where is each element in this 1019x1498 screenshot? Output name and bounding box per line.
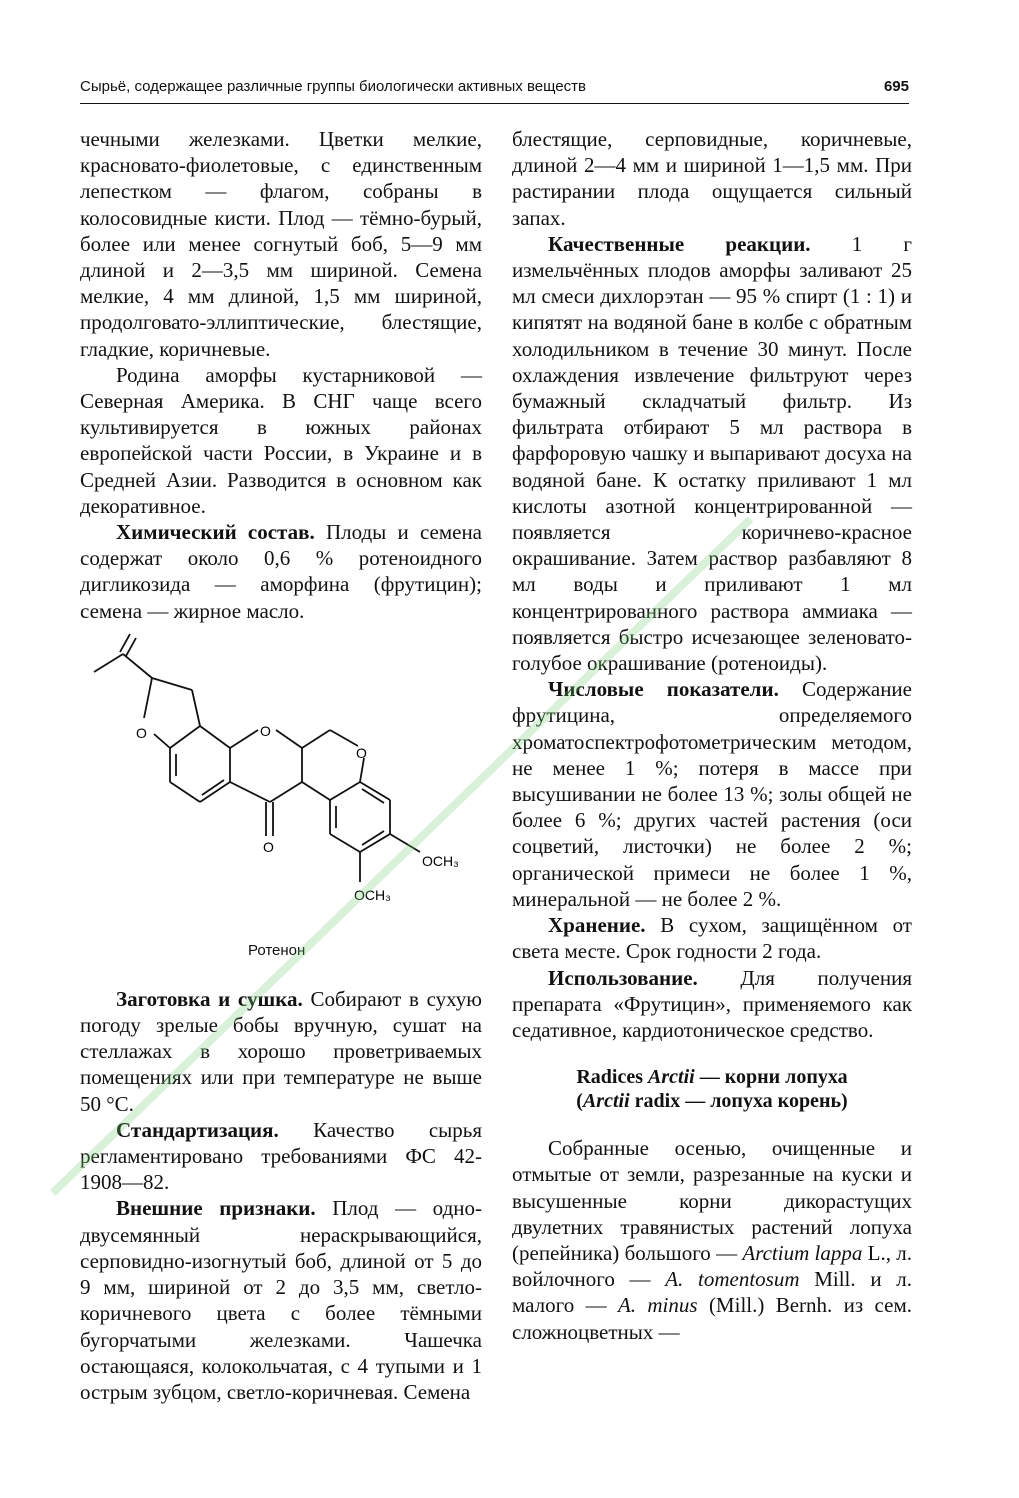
heading-usage: Использование.	[548, 965, 698, 990]
section-title-line-1	[512, 1065, 912, 1089]
paragraph-arctii-definition	[512, 1135, 912, 1345]
atom-label-o: O	[136, 724, 147, 741]
text-standardization: Качество сырья регламентировано требованиями ФС 42-1908—82.	[80, 1117, 482, 1195]
bond	[144, 678, 152, 718]
title-latin: Arctii	[582, 1090, 630, 1113]
bond	[302, 782, 330, 800]
text-storage: В сухом, защищённом от света месте. Срок годности 2 года.	[512, 913, 912, 964]
spacer	[512, 1113, 912, 1135]
bond	[200, 726, 230, 748]
text-part: (Mill.) Bernh. из сем. сложноцветных —	[512, 1293, 912, 1344]
bond	[170, 782, 200, 802]
bond	[230, 730, 258, 748]
bond	[230, 782, 270, 802]
heading-qualitative-reactions: Качественные реакции.	[548, 231, 811, 256]
paragraph-seeds: блестящие, серповидные, коричневые, длиной 2—4 мм и шириной 1—1,5 мм. При растирании плода ощущается сильный запах.	[512, 127, 912, 230]
page-number: 695	[883, 78, 909, 95]
bond	[120, 634, 130, 652]
text-numerical-indicators: Содержание фрутицина, определяемого хроматоспектрофотометрическим методом, не менее 1 %; потеря в массе при высушивании не более 13 %; золы общей не более 6 %; других частей растения (оси соцветий, листочки) не более 2 %; органической примеси не более 1 %, минеральной — не более 2 %.	[512, 677, 912, 911]
paragraph-description: чечными железками. Цветки мелкие, красновато-фиолетовые, с единственным лепестком — флагом, собраны в колосовидные кисти. Плод — тёмно-бурый, более или менее согнутый боб, 5—9 мм длиной и 2—3,5 мм шириной. Семена мелкие, 4 мм длиной, 1,5 мм шириной, продолговато-эллиптические, блестящие, гладкие, коричневые.	[80, 127, 482, 361]
right-column	[512, 126, 912, 1345]
running-head	[80, 78, 909, 100]
heading-standardization: Стандартизация.	[116, 1117, 279, 1142]
bond	[330, 730, 358, 746]
rotenone-structure-figure	[80, 630, 482, 978]
bond	[360, 758, 364, 782]
paragraph-origin: Родина аморфы кустарниковой — Северная Америка. В СНГ чаще всего культивируется в южных районах европейской части России, в Украине и в Средней Азии. Разводится в основном как декоративное.	[80, 362, 482, 518]
text-external-features: Плод — одно-двусемянный нераскрывающийся, серповидно-изогнутый боб, длиной от 5 до 9 мм, шириной от 2 до 3,5 мм, светло-коричневого цвета с более тёмными бугорчатыми железками. Чашечка остающаяся, колокольчатая, с 4 тупыми и 1 острым зубцом, светло-коричневая. Семена	[80, 1196, 482, 1404]
heading-chemical-composition: Химический состав.	[116, 520, 315, 545]
text-part: L., л. войлочного —	[512, 1240, 912, 1292]
atom-label-o-keto: O	[263, 838, 274, 855]
bond	[362, 789, 384, 803]
rotenone-structure-diagram	[80, 630, 482, 960]
bond	[123, 654, 152, 678]
title-latin: Arctii	[648, 1066, 695, 1089]
section-title-arctii	[512, 1065, 912, 1113]
bond	[170, 726, 200, 748]
section-title-line-2	[512, 1089, 912, 1113]
header-rule	[80, 103, 909, 104]
text-chemical-composition: Плоды и семена содержат около 0,6 % ротеноидного дигликозида — аморфина (фрутицин); семена — жирное масло.	[80, 520, 483, 623]
text-part: Собранные осенью, очищенные и отмытые от земли, разрезанные на куски и высушенные корни дикорастущих двулетних травянистых растений лопуха (репейника) большого —	[512, 1136, 912, 1265]
bond	[152, 678, 192, 690]
paragraph-usage	[512, 965, 912, 1044]
paragraph-standardization	[80, 1117, 482, 1196]
paragraph-harvesting	[80, 986, 482, 1117]
paragraph-numerical-indicators	[512, 676, 912, 912]
heading-harvesting: Заготовка и сушка.	[116, 986, 303, 1011]
paragraph-storage	[512, 912, 912, 964]
latin-name: Arctium lappa	[742, 1240, 863, 1265]
bond	[390, 834, 420, 852]
bond	[192, 690, 200, 726]
text-usage: Для получения препарата «Фрутицин», применяемого как седативное, кардиотоническое средство.	[512, 965, 912, 1042]
heading-external-features: Внешние признаки.	[116, 1196, 316, 1221]
bond	[330, 834, 360, 852]
bond	[154, 734, 170, 748]
heading-storage: Хранение.	[548, 913, 646, 938]
bond	[362, 831, 384, 845]
paragraph-qualitative-reactions	[512, 231, 912, 676]
label-och3: OCH₃	[354, 886, 391, 903]
atom-label-o: O	[356, 744, 367, 761]
bond	[302, 730, 330, 748]
bond	[276, 730, 302, 748]
title-part: — корни лопуха	[694, 1066, 848, 1089]
figure-caption: Ротенон	[248, 941, 306, 959]
bond	[270, 782, 302, 802]
text-qualitative-reactions: 1 г измельчённых плодов аморфы заливают 25 мл смеси дихлорэтан — 95 % спирт (1 : 1) и кипятят на водяной бане в колбе с обратным холодильником в течение 30 минут. После охлаждения извлечение фильтруют через бумажный складчатый фильтр. Из фильтрата отбирают 5 мл раствора в фарфоровую чашку и выпаривают досуха на водяной бане. К остатку приливают 1 мл кислоты азотной концентрированной — появляется коричнево-красное окрашивание. Затем раствор разбавляют 8 мл воды и приливают 1 мл концентрированного раствора аммиака — появляется быстро исчезающее зеленовато-голубое окрашивание (ротеноиды).	[512, 231, 912, 676]
running-title: Сырьё, содержащее различные группы биологически активных веществ	[80, 78, 586, 95]
bond	[126, 638, 136, 656]
paragraph-external-features	[80, 1195, 482, 1405]
bond	[330, 782, 360, 800]
title-part: Radices	[576, 1066, 649, 1089]
atom-label-o: O	[260, 722, 271, 739]
heading-numerical-indicators: Числовые показатели.	[548, 677, 779, 702]
latin-name: A. minus	[617, 1293, 698, 1318]
title-part: (	[576, 1090, 583, 1113]
title-part: radix — лопуха корень)	[629, 1090, 848, 1113]
text-part: Mill. и л. малого —	[512, 1267, 912, 1318]
left-column	[80, 126, 482, 1405]
paragraph-chemical-composition	[80, 519, 482, 624]
latin-name: A. tomentosum	[665, 1267, 800, 1292]
bond	[94, 654, 123, 672]
text-harvesting: Собирают в сухую погоду зрелые бобы вручную, сушат на стеллажах в хорошо проветриваемых помещениях или при температуре не выше 50 °С.	[80, 986, 482, 1116]
bond	[200, 782, 230, 802]
label-och3: OCH₃	[422, 852, 459, 869]
